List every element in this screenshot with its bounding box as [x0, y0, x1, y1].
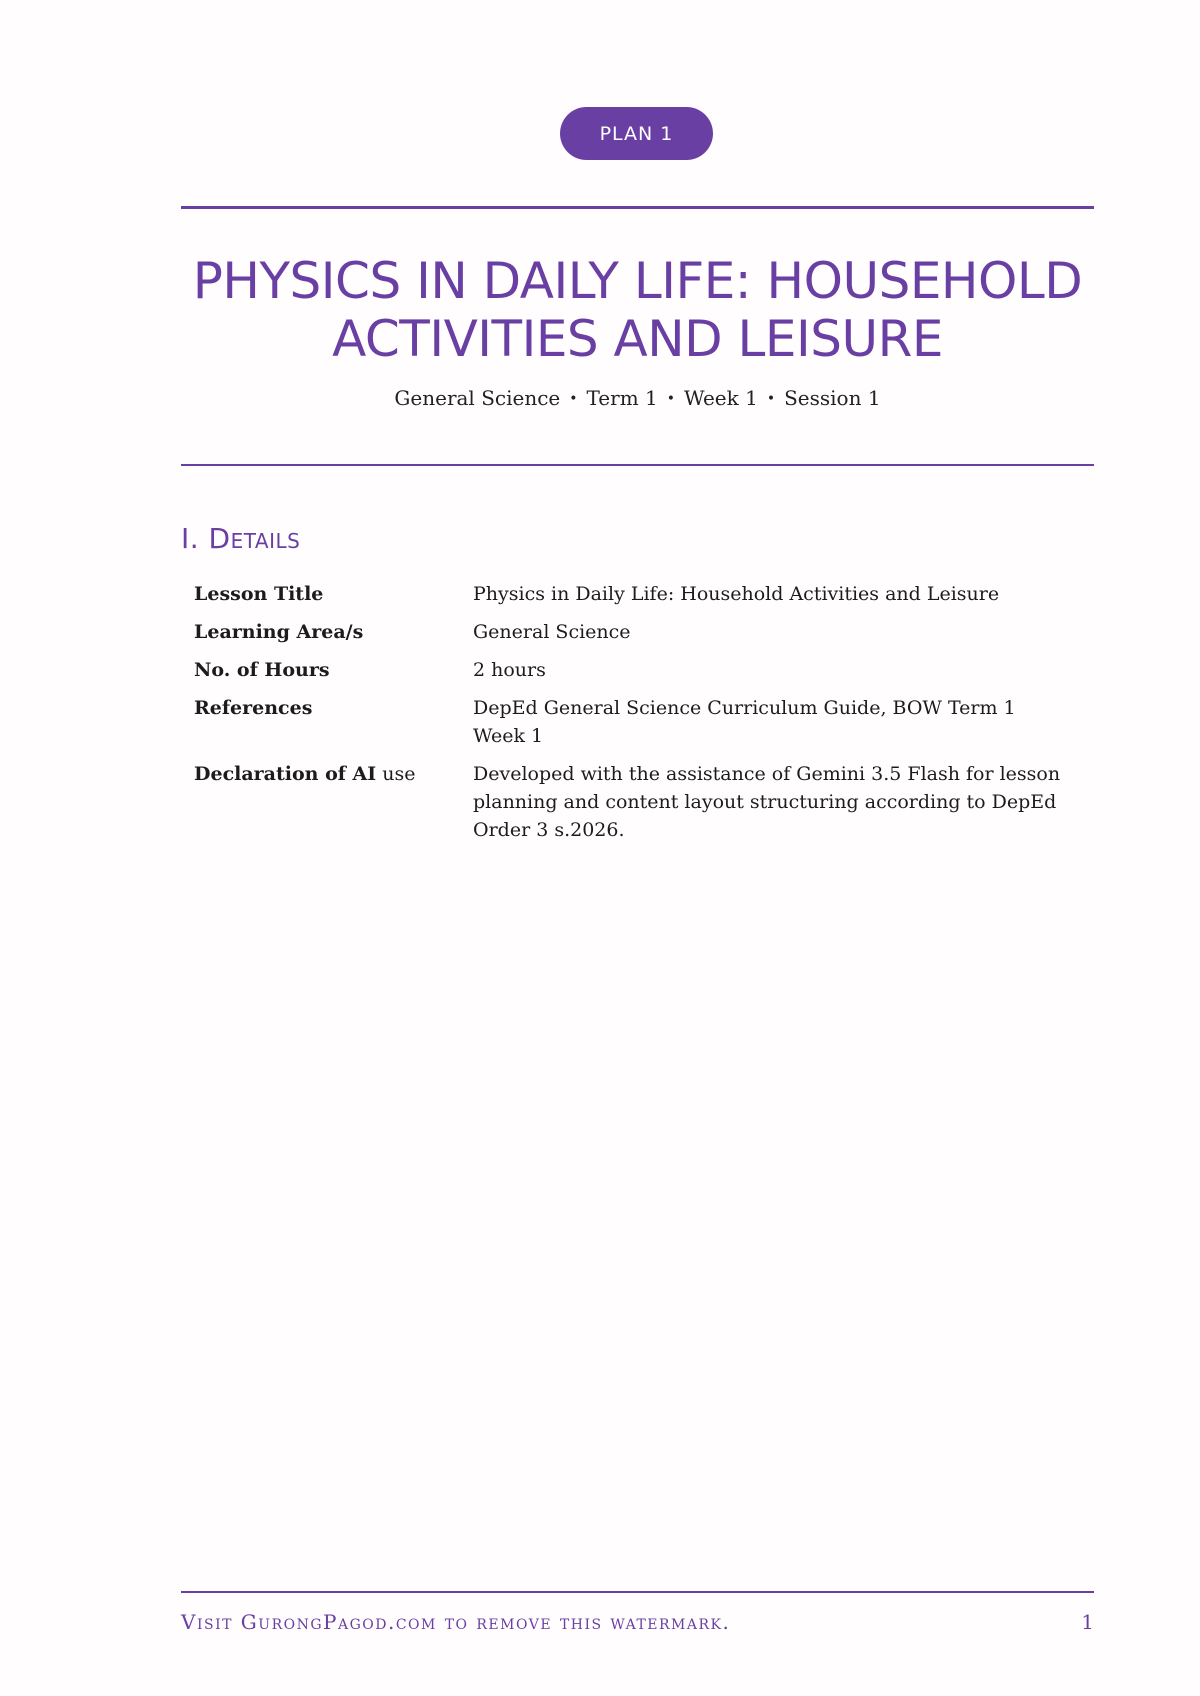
details-label: Learning Area/s: [194, 621, 364, 643]
subtitle: [181, 386, 1094, 410]
details-row-references: [194, 694, 1094, 750]
subtitle-session: Session 1: [784, 386, 881, 410]
details-value: DepEd General Science Curriculum Guide, BOW Term 1 Week 1: [473, 697, 1016, 747]
details-table: [194, 580, 1094, 854]
page-title: PHYSICS IN DAILY LIFE: HOUSEHOLD ACTIVITIES AND LEISURE: [192, 252, 1083, 368]
footer-divider: [181, 1591, 1094, 1593]
details-value: 2 hours: [473, 659, 546, 681]
details-label-bold: Declaration of AI: [194, 763, 377, 785]
details-label: References: [194, 697, 313, 719]
details-row-ai-declaration: [194, 760, 1094, 844]
subtitle-week: Week 1: [684, 386, 758, 410]
page-number: 1: [1081, 1610, 1094, 1634]
details-value: Physics in Daily Life: Household Activities and Leisure: [473, 583, 1000, 605]
separator-dot: •: [766, 391, 776, 407]
separator-dot: •: [666, 391, 676, 407]
details-row-hours: [194, 656, 1094, 684]
header-divider: [181, 464, 1094, 466]
subtitle-subject: General Science: [394, 386, 561, 410]
details-label: Lesson Title: [194, 583, 324, 605]
details-label-rest: use: [376, 763, 416, 785]
details-row-learning-area: [194, 618, 1094, 646]
subtitle-term: Term 1: [586, 386, 658, 410]
watermark-text: Visit GurongPagod.com to remove this watermark.: [181, 1610, 731, 1634]
top-divider: [181, 206, 1094, 209]
separator-dot: •: [569, 391, 578, 407]
details-label: [194, 760, 473, 844]
details-value: General Science: [473, 621, 631, 643]
details-label: No. of Hours: [194, 659, 330, 681]
details-value: Developed with the assistance of Gemini 3.5 Flash for lesson planning and content layout structuring according to DepEd Order 3 s.2026.: [473, 763, 1061, 841]
plan-badge: PLAN 1: [560, 107, 713, 160]
details-row-lesson-title: [194, 580, 1094, 608]
section-heading-details: I. Details: [181, 522, 301, 555]
